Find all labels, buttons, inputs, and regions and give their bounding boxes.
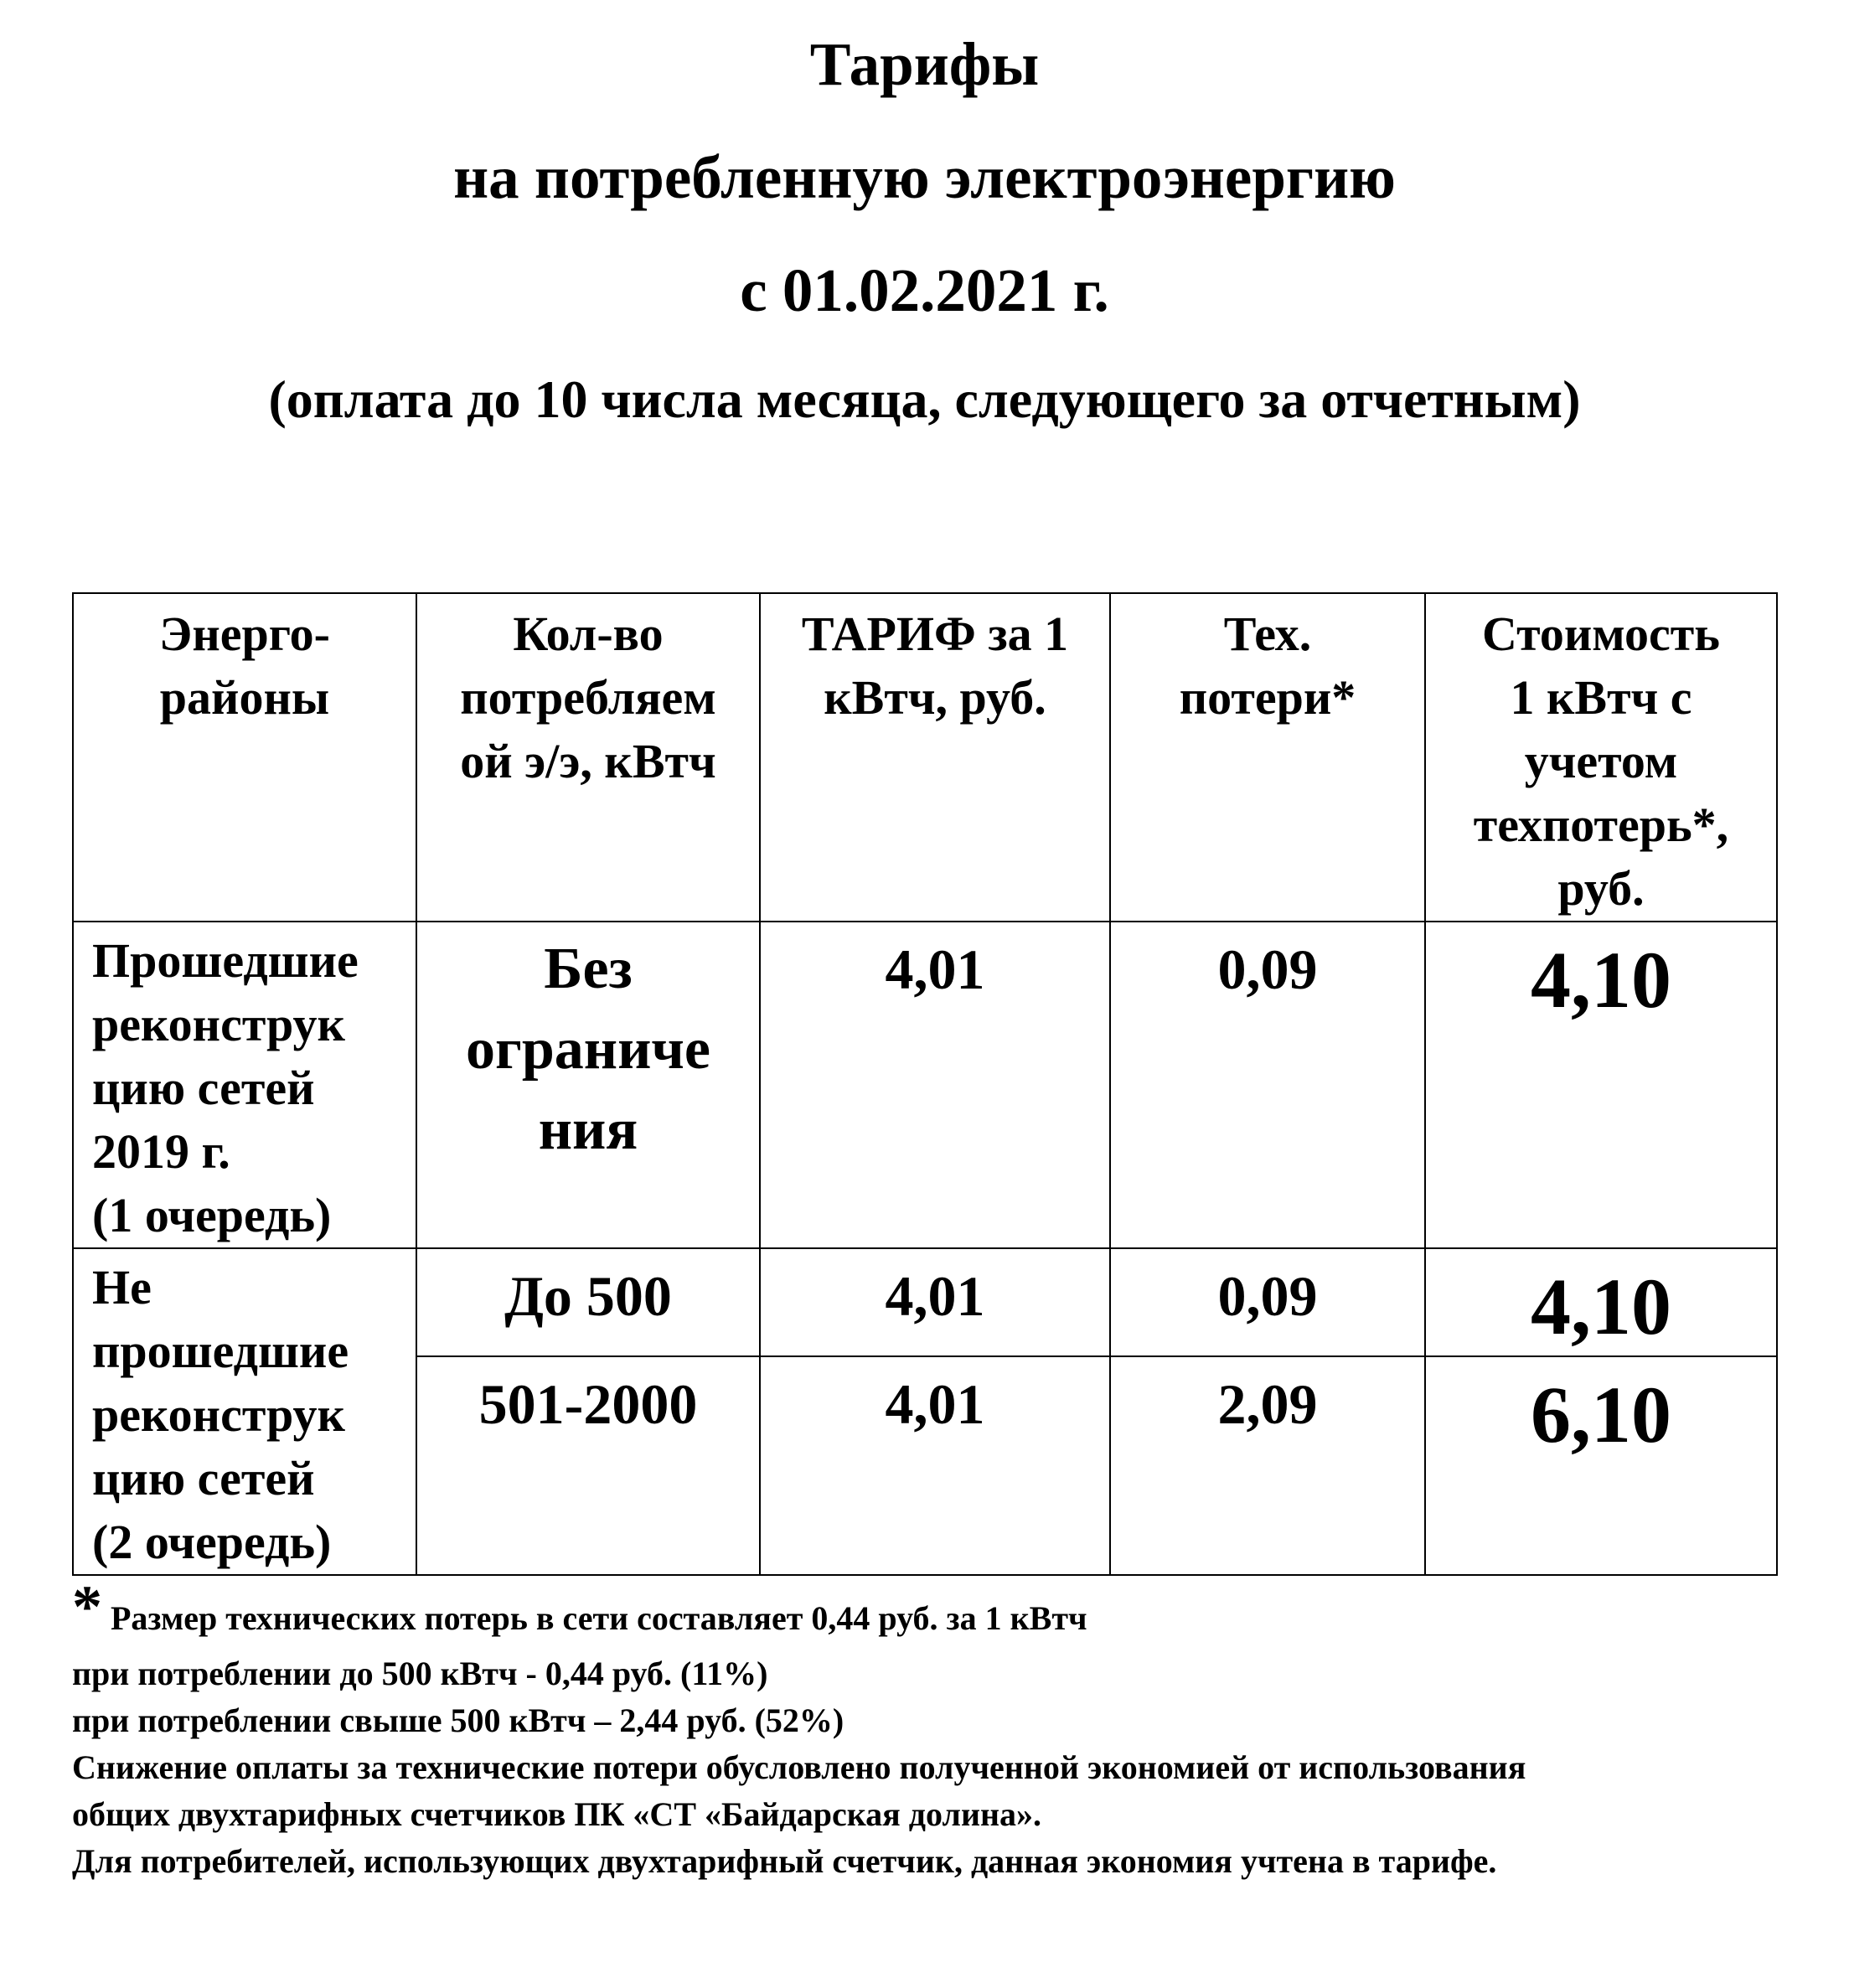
header-quantity-line: потребляем [460, 670, 716, 725]
tariff-cell [760, 1248, 1110, 1356]
footnote-line: при потреблении до 500 кВтч - 0,44 руб. (11%) [72, 1655, 768, 1692]
tariff-value: 4,01 [885, 937, 985, 1001]
header-region-line: Энерго- [159, 607, 330, 661]
footnote-line: Размер технических потерь в сети составляет 0,44 руб. за 1 кВтч [111, 1599, 1087, 1637]
region-line: реконструк [92, 1387, 345, 1442]
quantity-line: ограниче [466, 1017, 710, 1082]
footnote-line: при потреблении свыше 500 кВтч – 2,44 руб. (52%) [72, 1701, 844, 1739]
footnote-asterisk: * [72, 1573, 102, 1640]
header-tariff [760, 593, 1110, 922]
quantity-cell [416, 1356, 760, 1575]
region-line: цию сетей [92, 1061, 315, 1115]
quantity-line: ния [538, 1097, 638, 1162]
region-line: Не [92, 1260, 152, 1314]
header-losses-line: потери* [1179, 670, 1356, 725]
title-payment-note: (оплата до 10 числа месяца, следующего за отчетным) [268, 369, 1581, 429]
header-tariff-line: кВтч, руб. [824, 670, 1046, 725]
losses-value: 0,09 [1217, 1264, 1318, 1328]
footnote-line: Для потребителей, использующих двухтарифный счетчик, данная экономия учтена в тарифе. [72, 1842, 1497, 1880]
cost-value: 4,10 [1531, 1262, 1671, 1351]
title-subject: на потребленную электроэнергию [453, 143, 1396, 211]
table-row [73, 922, 1777, 1248]
region-line: Прошедшие [92, 933, 359, 988]
header-region-line: районы [159, 670, 330, 725]
table-header-row [73, 593, 1777, 922]
header-quantity [416, 593, 760, 922]
quantity-cell [416, 1248, 760, 1356]
header-cost-line: 1 кВтч с [1510, 670, 1692, 725]
losses-value: 2,09 [1217, 1371, 1318, 1436]
losses-cell [1110, 922, 1425, 1248]
cost-cell [1425, 1356, 1777, 1575]
footnote-line: общих двухтарифных счетчиков ПК «СТ «Байдарская долина». [72, 1795, 1042, 1833]
page-title: Тарифы [809, 30, 1040, 98]
region-line: прошедшие [92, 1324, 349, 1378]
quantity-line: Без [544, 937, 633, 1001]
header-losses [1110, 593, 1425, 922]
header-region [73, 593, 416, 922]
region-line: цию сетей [92, 1451, 315, 1505]
region-line: 2019 г. [92, 1124, 230, 1179]
region-line: (1 очередь) [92, 1188, 332, 1242]
tariff-cell [760, 922, 1110, 1248]
region-line: реконструк [92, 997, 345, 1051]
tariff-cell [760, 1356, 1110, 1575]
quantity-value: До 500 [504, 1264, 672, 1328]
tariff-value: 4,01 [885, 1264, 985, 1328]
losses-cell [1110, 1248, 1425, 1356]
quantity-value: 501-2000 [478, 1371, 698, 1436]
footnote-line: Снижение оплаты за технические потери обусловлено полученной экономией от использования [72, 1748, 1526, 1786]
tariff-table [72, 592, 1778, 1576]
cost-cell [1425, 1248, 1777, 1356]
region-line: (2 очередь) [92, 1515, 332, 1569]
header-cost-line: учетом [1524, 734, 1678, 788]
header-losses-line: Тех. [1223, 607, 1312, 661]
losses-cell [1110, 1356, 1425, 1575]
header-cost [1425, 593, 1777, 922]
region-group2 [73, 1248, 416, 1575]
table-row [73, 1248, 1777, 1356]
tariff-value: 4,01 [885, 1371, 985, 1436]
header-cost-line: руб. [1557, 861, 1645, 916]
header-cost-line: техпотерь*, [1473, 798, 1729, 852]
header-tariff-line: ТАРИФ за 1 [801, 607, 1069, 661]
header-quantity-line: ой э/э, кВтч [460, 734, 716, 788]
region-group1 [73, 922, 416, 1248]
header-quantity-line: Кол-во [513, 607, 664, 661]
header-cost-line: Стоимость [1482, 607, 1720, 661]
title-effective-date: с 01.02.2021 г. [740, 256, 1109, 324]
cost-value: 4,10 [1531, 935, 1671, 1025]
cost-value: 6,10 [1531, 1369, 1671, 1459]
quantity-cell [416, 922, 760, 1248]
cost-cell [1425, 922, 1777, 1248]
losses-value: 0,09 [1217, 937, 1318, 1001]
